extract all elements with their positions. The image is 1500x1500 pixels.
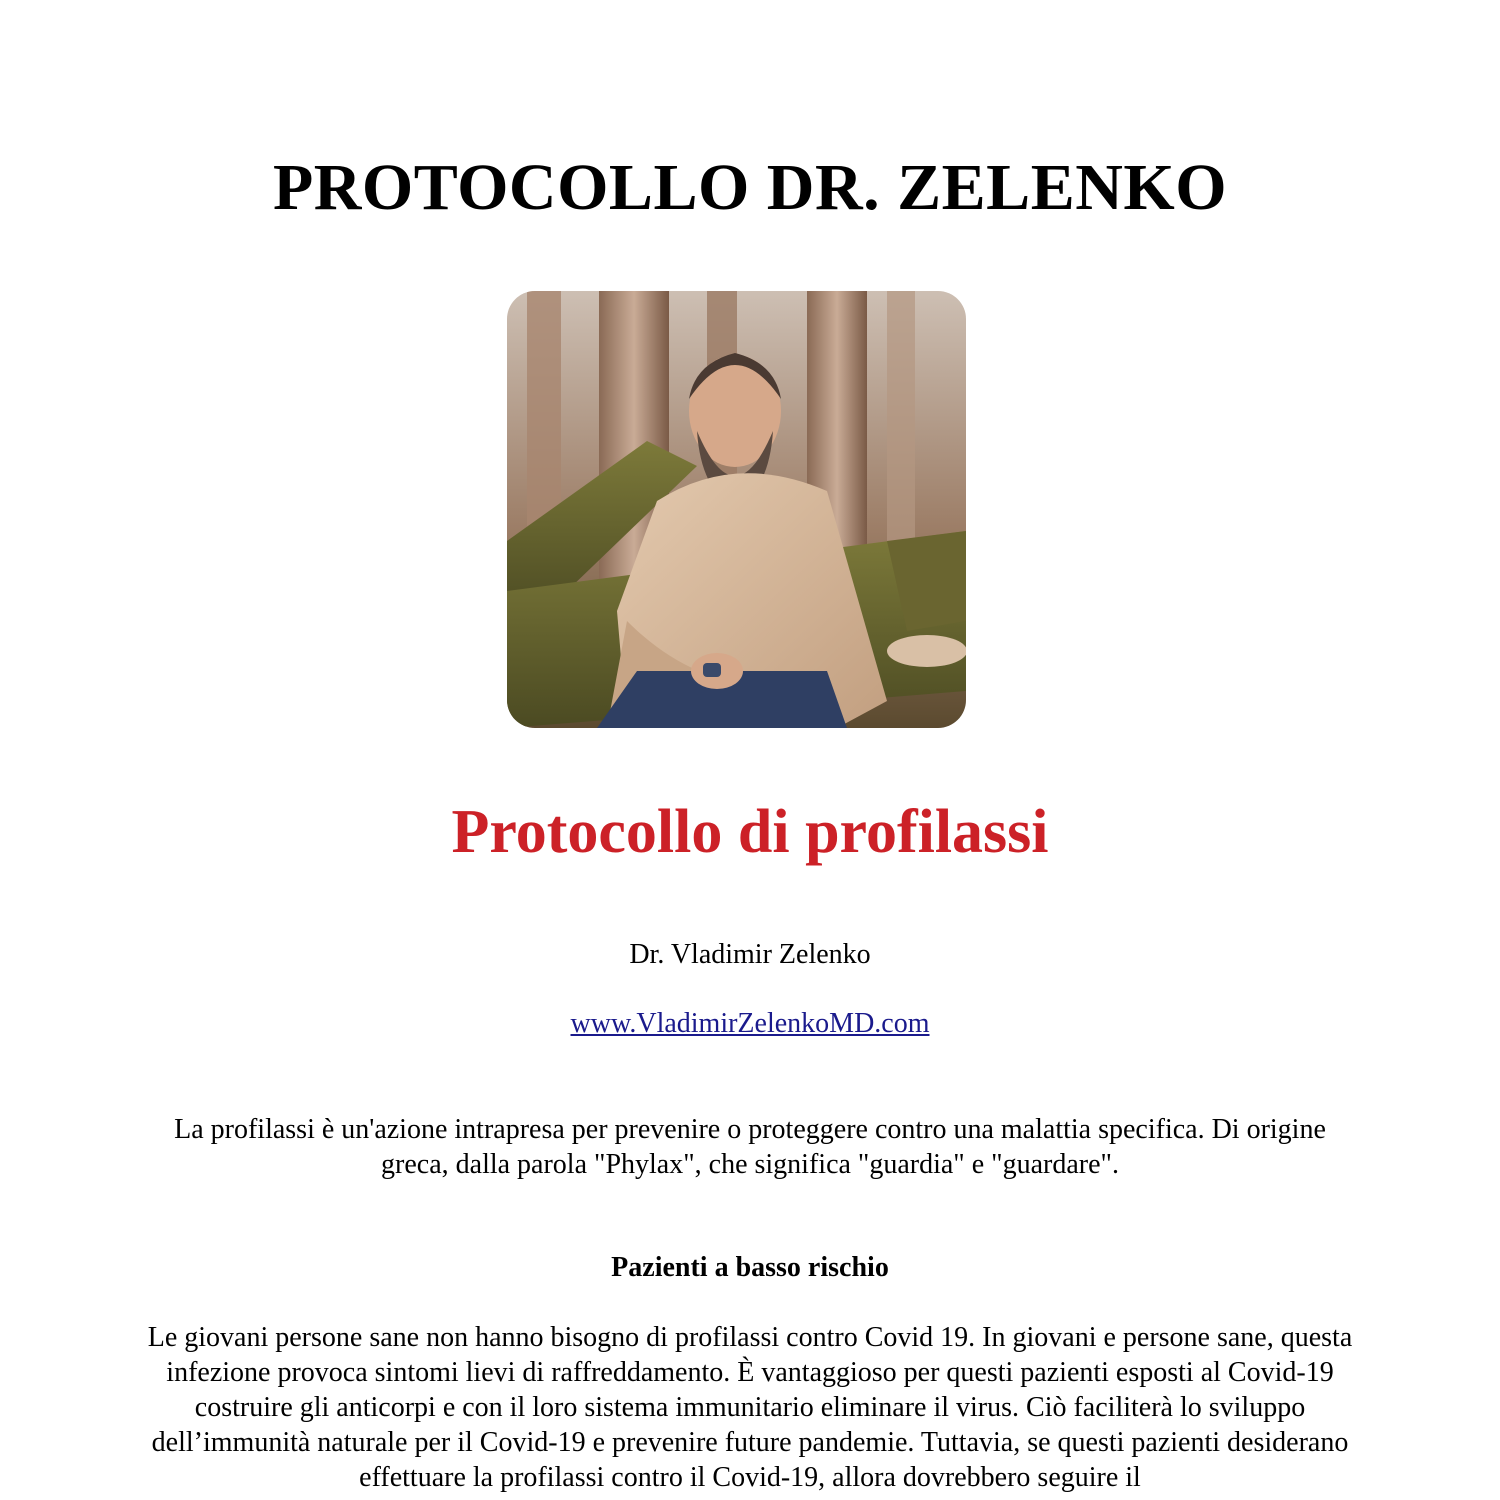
section-body-paragraph: Le giovani persone sane non hanno bisogno di profilassi contro Covid 19. In giovani e persone sane, questa infezione provoca sintomi lievi di raffreddamento. È vantaggioso per questi pazienti esposti al Covid-19 costruire gli anticorpi e con il loro sistema immunitario eliminare il virus. Ciò faciliterà lo sviluppo dell’immunità naturale per il Covid-19 e prevenire future pandemie. Tuttavia, se questi pazienti desiderano effettuare la profilassi contro il Covid-19, allora dovrebbero seguire il xyxy=(147,1322,1353,1493)
section-heading-low-risk: Pazienti a basso rischio xyxy=(611,1252,889,1283)
document-subtitle: Protocollo di profilassi xyxy=(451,798,1049,866)
author-name: Dr. Vladimir Zelenko xyxy=(629,939,871,970)
intro-paragraph: La profilassi è un'azione intrapresa per prevenire o proteggere contro una malattia specifica. Di origine greca, dalla parola "Phylax", che significa "guardia" e "guardare". xyxy=(174,1114,1326,1180)
website-line xyxy=(0,1007,1500,1041)
document-title: PROTOCOLLO DR. ZELENKO xyxy=(272,151,1228,224)
website-link[interactable]: www.VladimirZelenkoMD.com xyxy=(570,1008,930,1039)
author-portrait-photo xyxy=(507,291,966,728)
